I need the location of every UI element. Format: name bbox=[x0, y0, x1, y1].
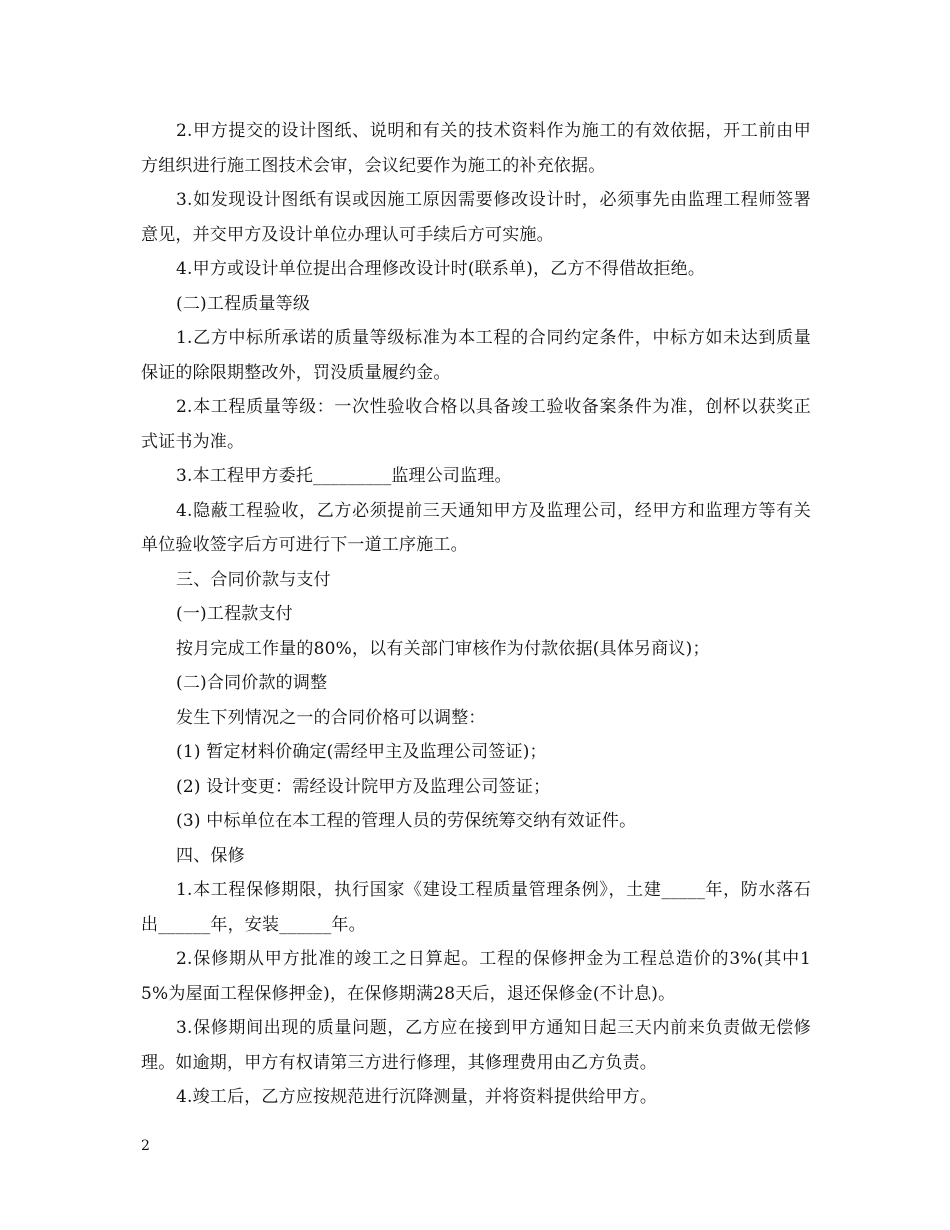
paragraph-warranty-period: 1.本工程保修期限，执行国家《建设工程质量管理条例》，土建_____年，防水落石出______年，安装______年。 bbox=[141, 880, 811, 935]
paragraph-warranty-repair: 3.保修期间出现的质量问题，乙方应在接到甲方通知日起三天内前来负责做无偿修理。如逾期，甲方有权请第三方进行修理，其修理费用由乙方负责。 bbox=[141, 1018, 811, 1073]
document-body bbox=[141, 114, 811, 1115]
list-item-labor-insurance: (3) 中标单位在本工程的管理人员的劳保统筹交纳有效证件。 bbox=[176, 811, 637, 831]
heading-payment: (一)工程款支付 bbox=[176, 604, 293, 624]
paragraph-reasonable-change: 4.甲方或设计单位提出合理修改设计时(联系单)，乙方不得借故拒绝。 bbox=[176, 259, 706, 279]
paragraph-quality-standard: 2.本工程质量等级：一次性验收合格以具备竣工验收备案条件为准，创杯以获奖正式证书为准。 bbox=[141, 397, 811, 452]
list-item-design-change: (2) 设计变更：需经设计院甲方及监理公司签证； bbox=[176, 776, 551, 797]
heading-price-adjustment: (二)合同价款的调整 bbox=[176, 673, 328, 693]
list-item-material-price: (1) 暂定材料价确定(需经甲主及监理公司签证)； bbox=[176, 742, 547, 762]
paragraph-adjustment-conditions: 发生下列情况之一的合同价格可以调整： bbox=[176, 707, 486, 728]
paragraph-design-modification: 3.如发现设计图纸有误或因施工原因需要修改设计时，必须事先由监理工程师签署意见，并交甲方及设计单位办理认可手续后方可实施。 bbox=[141, 190, 811, 245]
heading-quality-grade: (二)工程质量等级 bbox=[176, 293, 311, 314]
paragraph-quality-commitment: 1.乙方中标所承诺的质量等级标准为本工程的合同约定条件，中标方如未达到质量保证的除限期整改外，罚没质量履约金。 bbox=[141, 328, 811, 383]
paragraph-warranty-deposit: 2.保修期从甲方批准的竣工之日算起。工程的保修押金为工程总造价的3%(其中15%为屋面工程保修押金)，在保修期满28天后，退还保修金(不计息)。 bbox=[141, 949, 811, 1004]
page-number: 2 bbox=[141, 1138, 150, 1154]
paragraph-concealed-work: 4.隐蔽工程验收，乙方必须提前三天通知甲方及监理公司，经甲方和监理方等有关单位验收签字后方可进行下一道工序施工。 bbox=[141, 500, 811, 555]
heading-contract-price: 三、合同价款与支付 bbox=[176, 569, 331, 590]
paragraph-supervision-company: 3.本工程甲方委托_________监理公司监理。 bbox=[176, 466, 512, 486]
paragraph-settlement-measurement: 4.竣工后，乙方应按规范进行沉降测量，并将资料提供给甲方。 bbox=[176, 1087, 658, 1107]
paragraph-design-drawings-basis: 2.甲方提交的设计图纸、说明和有关的技术资料作为施工的有效依据，开工前由甲方组织进行施工图技术会审，会议纪要作为施工的补充依据。 bbox=[141, 121, 811, 176]
paragraph-monthly-payment: 按月完成工作量的80%，以有关部门审核作为付款依据(具体另商议)； bbox=[176, 638, 710, 659]
heading-warranty: 四、保修 bbox=[176, 845, 245, 866]
